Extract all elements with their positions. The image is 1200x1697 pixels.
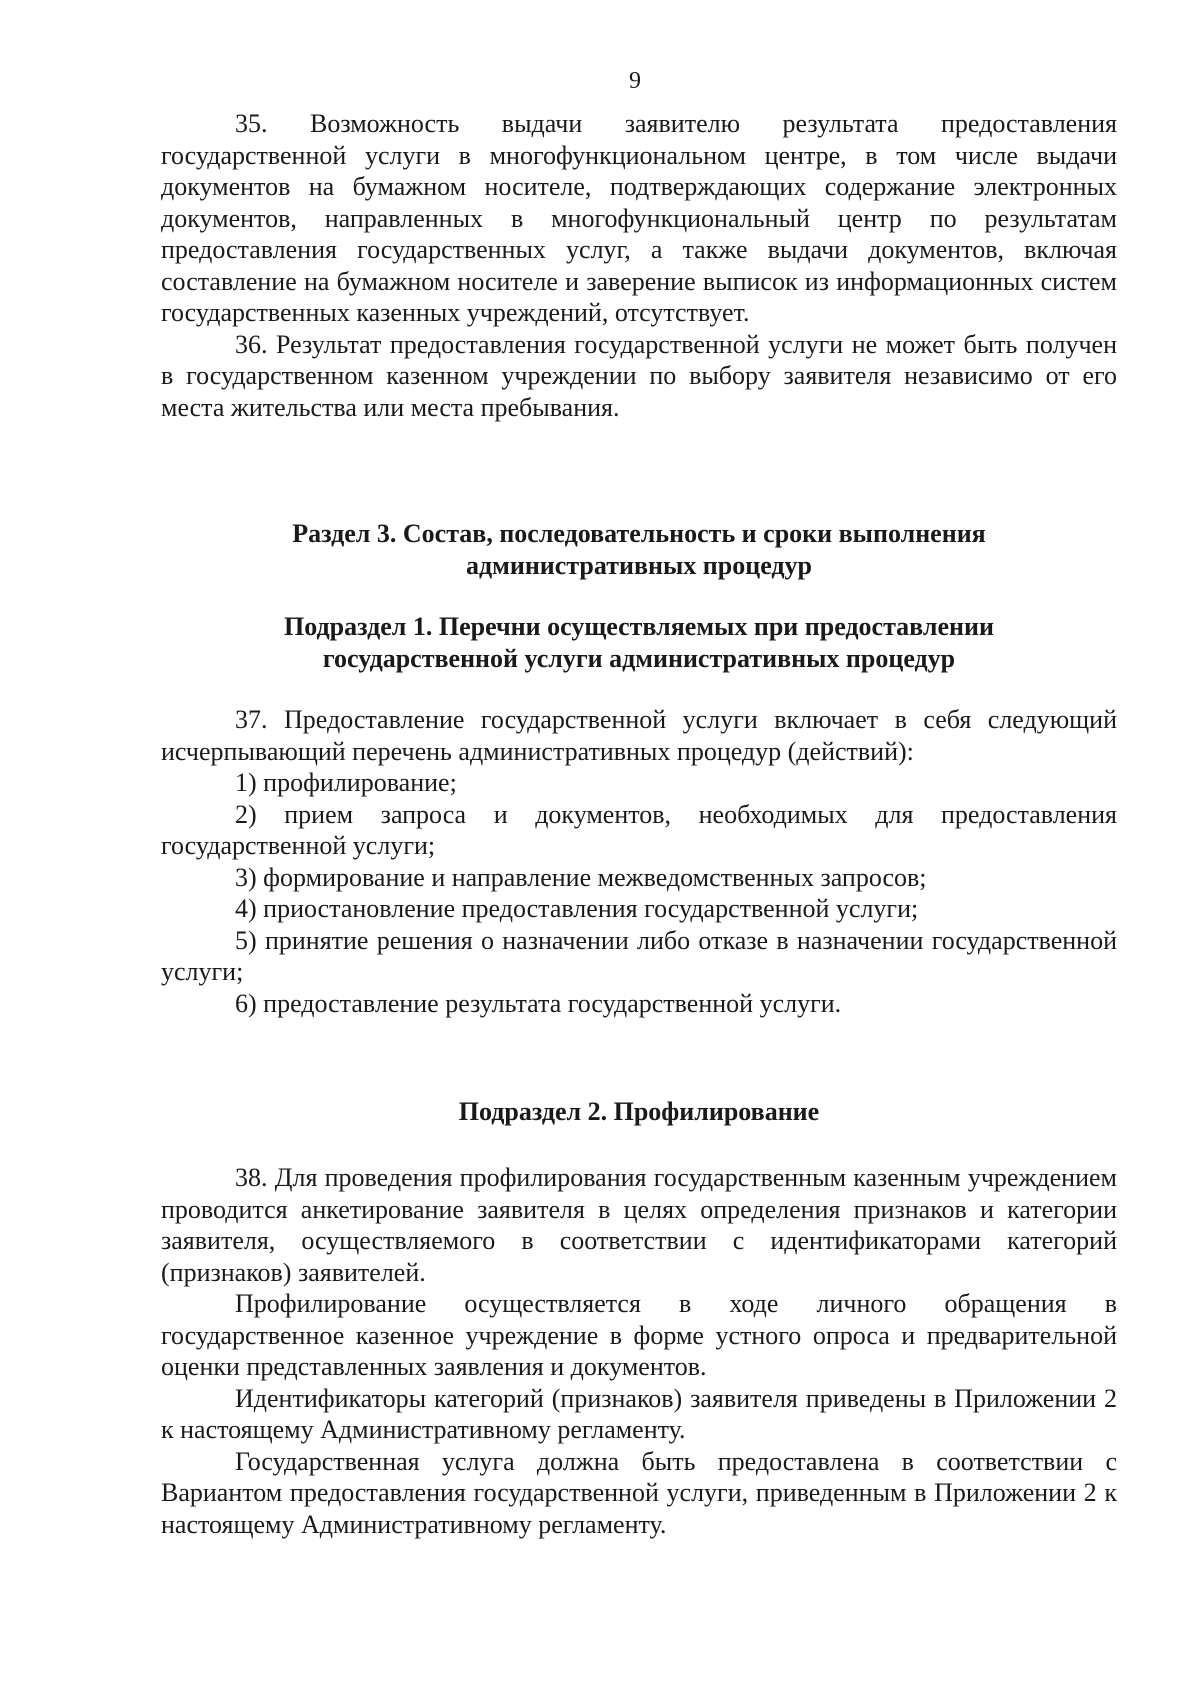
procedure-item-3: 3) формирование и направление межведомственных запросов;: [235, 862, 927, 892]
paragraph-35: 35. Возможность выдачи заявителю результата предоставления государственной услуги в многофункциональном центре, в том числе выдачи документов на бумажном носителе, подтверждающих содержание электронных документов, направленных в многофункциональный центр по результатам предоставления государственных услуг, а также выдачи документов, включая составление на бумажном носителе и заверение выписок из информационных систем государственных казенных учреждений, отсутствует.: [161, 109, 1117, 327]
top-text-block: [161, 108, 1117, 423]
section-3-heading: [161, 518, 1117, 582]
subsection-1-heading-line-1: Подраздел 1. Перечни осуществляемых при предоставлении: [284, 612, 994, 641]
profiling-paragraph-2: Профилирование осуществляется в ходе личного обращения в государственное казенное учреждение в форме устного опроса и предварительной оценки представленных заявления и документов.: [161, 1289, 1117, 1381]
profiling-paragraph-4: Государственная услуга должна быть предоставлена в соответствии с Вариантом предоставления государственной услуги, приведенным в Приложении 2 к настоящему Административному регламенту.: [161, 1446, 1117, 1539]
procedures-block: [161, 704, 1117, 1019]
section-3-heading-line-1: Раздел 3. Состав, последовательность и сроки выполнения: [292, 519, 986, 548]
paragraph-36: 36. Результат предоставления государственной услуги не может быть получен в государственном казенном учреждении по выбору заявителя независимо от его места жительства или места пребывания.: [161, 329, 1117, 422]
procedure-item-1: 1) профилирование;: [235, 768, 457, 797]
paragraph-37: 37. Предоставление государственной услуги включает в себя следующий исчерпывающий перечень административных процедур (действий):: [161, 705, 1117, 766]
procedure-item-5: 5) принятие решения о назначении либо отказе в назначении государственной услуги;: [161, 925, 1117, 986]
paragraph-38: 38. Для проведения профилирования государственным казенным учреждением проводится анкетирование заявителя в целях определения признаков и категории заявителя, осуществляемого в соответствии с идентификаторами категорий (признаков) заявителей.: [161, 1163, 1117, 1287]
profiling-paragraph-3: Идентификаторы категорий (признаков) заявителя приведены в Приложении 2 к настоящему Административному регламенту.: [161, 1383, 1117, 1444]
procedure-item-2: 2) прием запроса и документов, необходимых для предоставления государственной услуги;: [161, 799, 1117, 860]
section-3-heading-line-2: административных процедур: [465, 551, 813, 580]
procedure-item-6: 6) предоставление результата государственной услуги.: [235, 988, 842, 1018]
profiling-block: [161, 1162, 1117, 1540]
subsection-1-heading-line-2: государственной услуги административных процедур: [322, 644, 956, 673]
subsection-1-heading: [161, 611, 1117, 675]
subsection-2-heading: [161, 1096, 1117, 1128]
procedure-item-4: 4) приостановление предоставления государственной услуги;: [235, 894, 919, 923]
page-number: 9: [629, 68, 641, 94]
subsection-2-heading-title: Подраздел 2. Профилирование: [458, 1097, 820, 1126]
